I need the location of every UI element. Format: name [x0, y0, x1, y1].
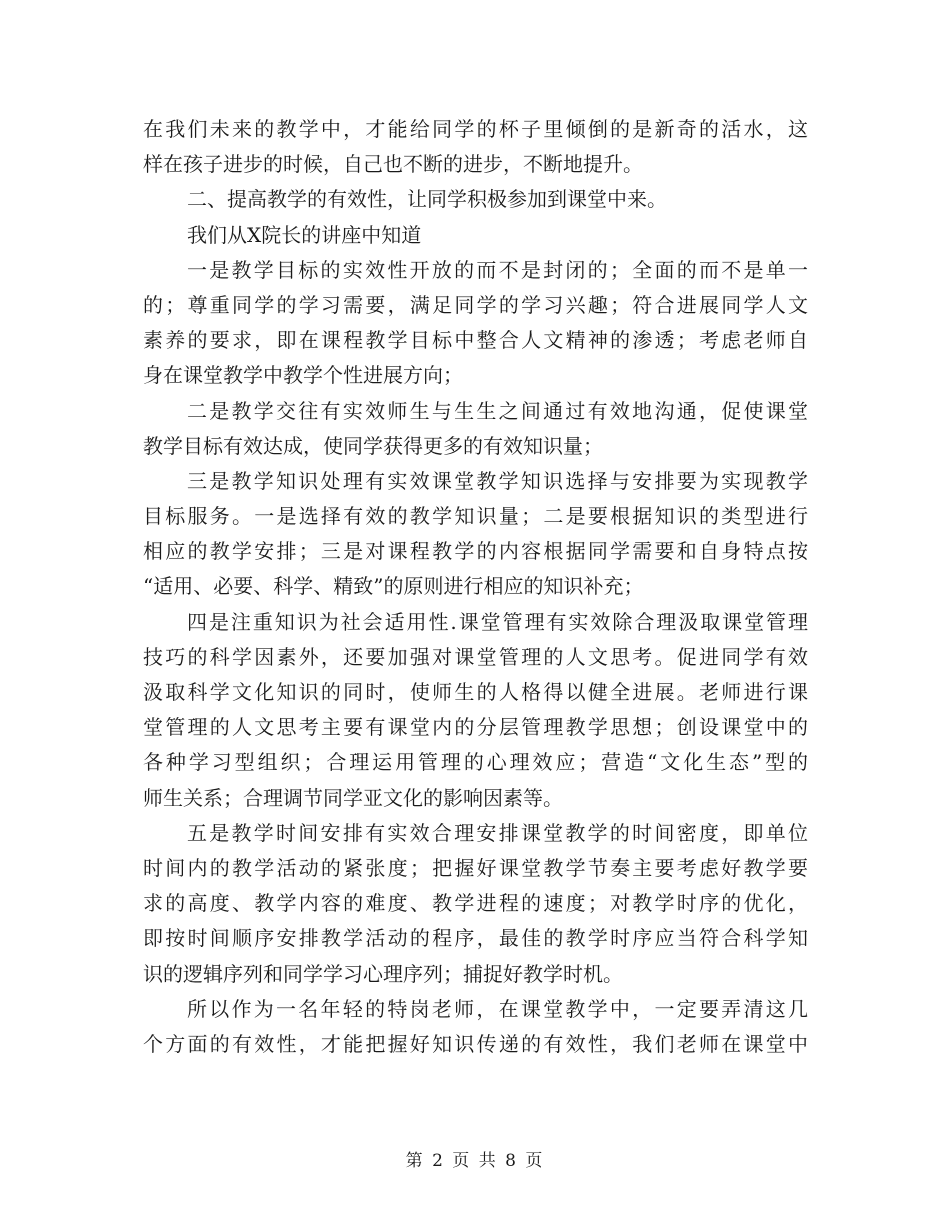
- page-number-footer: 第 2 页 共 8 页: [405, 1151, 545, 1171]
- text-line: 所以作为一名年轻的特岗老师，在课堂教学中，一定要弄清这几: [187, 996, 808, 1021]
- text-line: 二、提高教学的有效性，让同学积极参加到课堂中来。: [187, 187, 667, 212]
- paragraph: [143, 253, 808, 394]
- text-line: 各种学习型组织；合理运用管理的心理效应；营造“文化生态”型的: [143, 750, 808, 775]
- text-line: 即按时间顺序安排教学活动的程序，最佳的教学时序应当符合科学知: [143, 926, 808, 951]
- text-line: 识的逻辑序列和同学学习心理序列；捕捉好教学时机。: [143, 961, 623, 986]
- text-line: 师生关系；合理调节同学亚文化的影响因素等。: [143, 785, 563, 810]
- paragraph: [143, 464, 808, 605]
- paragraph: [143, 605, 808, 816]
- paragraph: [143, 394, 808, 464]
- text-line: 二是教学交往有实效师生与生生之间通过有效地沟通，促使课堂: [187, 398, 808, 423]
- text-line: 相应的教学安排；三是对课程教学的内容根据同学需要和自身特点按: [143, 539, 808, 564]
- text-line: 一是教学目标的实效性开放的而不是封闭的；全面的而不是单一: [187, 257, 808, 282]
- text-line: 五是教学时间安排有实效合理安排课堂教学的时间密度，即单位: [187, 820, 808, 845]
- paragraph: [143, 816, 808, 992]
- paragraph: [143, 112, 808, 182]
- text-line: 堂管理的人文思考主要有课堂内的分层管理教学思想；创设课堂中的: [143, 715, 808, 740]
- text-line: 目标服务。一是选择有效的教学知识量；二是要根据知识的类型进行: [143, 504, 808, 529]
- text-line: 四是注重知识为社会适用性.课堂管理有实效除合理汲取课堂管理: [187, 609, 808, 634]
- text-line: 在我们未来的教学中，才能给同学的杯子里倾倒的是新奇的活水，这: [143, 117, 808, 141]
- text-line: 汲取科学文化知识的同时，使师生的人格得以健全进展。老师进行课: [143, 680, 808, 704]
- text-line: 技巧的科学因素外，还要加强对课堂管理的人文思考。促进同学有效: [143, 644, 808, 669]
- text-line: 求的高度、教学内容的难度、教学进程的速度；对教学时序的优化，: [143, 891, 808, 916]
- text-line: 我们从X院长的讲座中知道: [187, 222, 422, 247]
- text-line: “适用、必要、科学、精致”的原则进行相应的知识补充；: [143, 574, 644, 599]
- text-line: 的；尊重同学的学习需要，满足同学的学习兴趣；符合进展同学人文: [143, 292, 808, 317]
- document-body: [143, 112, 808, 1062]
- text-line: 个方面的有效性，才能把握好知识传递的有效性，我们老师在课堂中: [143, 1031, 808, 1056]
- section-heading: [143, 182, 808, 217]
- text-line: 时间内的教学活动的紧张度；把握好课堂教学节奏主要考虑好教学要: [143, 855, 808, 880]
- text-line: 三是教学知识处理有实效课堂教学知识选择与安排要为实现教学: [187, 468, 808, 493]
- text-line: 身在课堂教学中教学个性进展方向；: [143, 363, 463, 388]
- paragraph: [143, 992, 808, 1062]
- text-line: 样在孩子进步的时候，自己也不断的进步，不断地提升。: [143, 152, 643, 177]
- text-line: 素养的要求，即在课程教学目标中整合人文精神的渗透；考虑老师自: [143, 328, 808, 353]
- text-line: 教学目标有效达成，使同学获得更多的有效知识量；: [143, 433, 603, 458]
- paragraph: [143, 218, 808, 253]
